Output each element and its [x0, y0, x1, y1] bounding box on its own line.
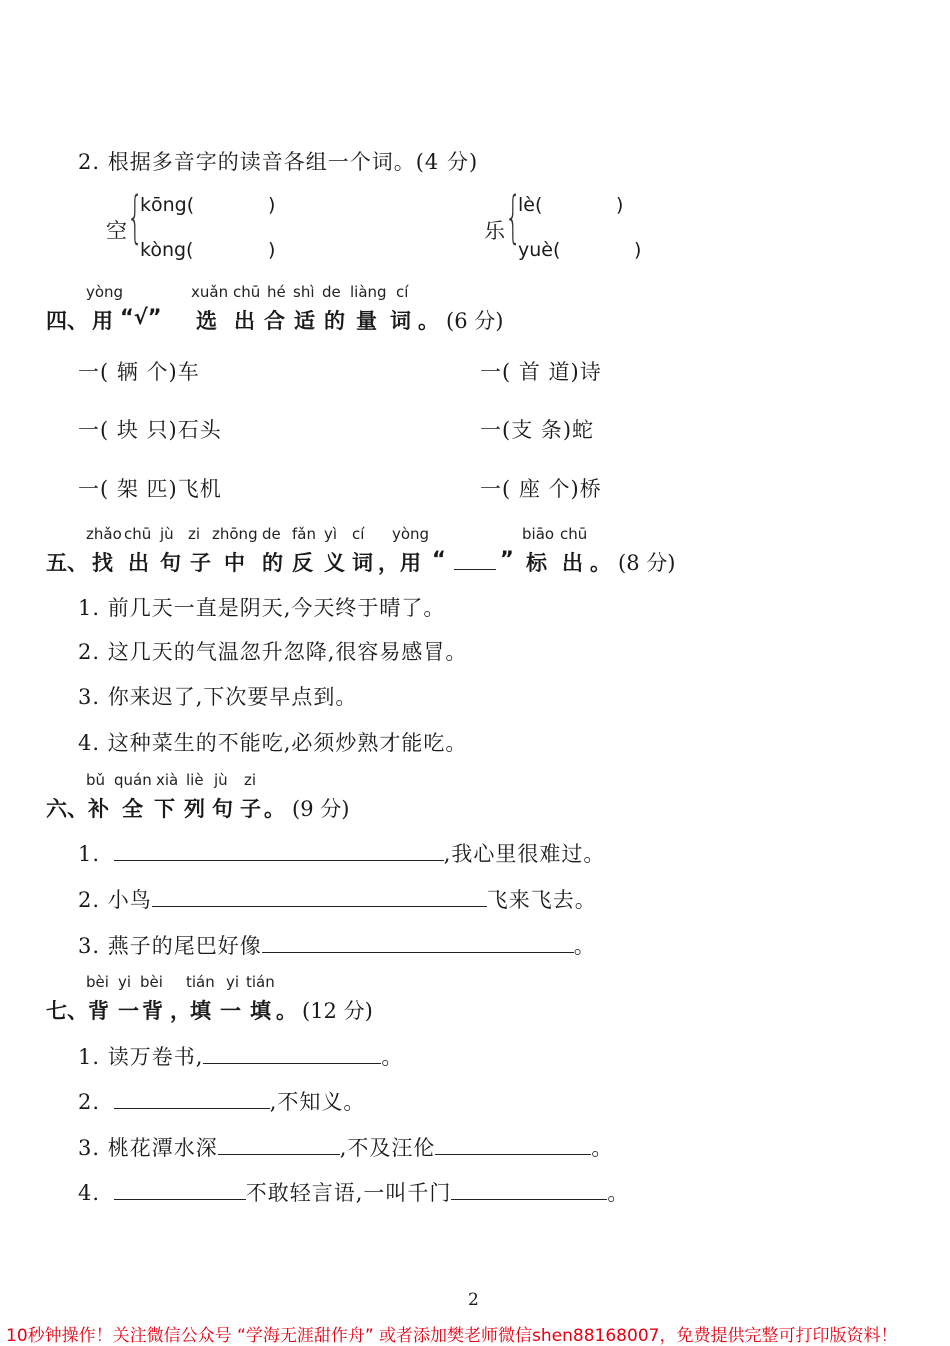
blank-line: [114, 842, 444, 861]
section5-heading: 五、 找 出 句 子 中 的 反 义 词 ， 用 “ ” 标 出 。 (8 分): [46, 547, 676, 575]
blank-line: [218, 1136, 340, 1155]
complete-sentence-1: 1. ,我心里很难过。: [78, 842, 606, 866]
polyphone-char-le: 乐: [484, 219, 506, 243]
polyphone-char-kong: 空: [106, 219, 128, 243]
pinyin-kong4: kòng(: [140, 239, 194, 261]
measure-item: 一(支 条)蛇: [480, 418, 595, 442]
blank-line: [203, 1045, 381, 1064]
paren-close: ): [634, 239, 642, 261]
recite-item-3: 3. 桃花潭水深 ,不及汪伦 。: [78, 1136, 614, 1160]
antonym-sentence-3: 3. 你来迟了,下次要早点到。: [78, 685, 358, 709]
blank-line: [114, 1181, 246, 1200]
section4-heading: 四、 用 “√” 选 出 合 适 的 量 词 。 (6 分): [46, 305, 504, 333]
section6-pinyin: bǔ quán xià liè jù zi: [86, 771, 257, 789]
antonym-sentence-2: 2. 这几天的气温忽升忽降,很容易感冒。: [78, 640, 468, 664]
paren-close: ): [616, 194, 624, 216]
section7-pinyin: bèi yi bèi tián yi tián: [86, 973, 275, 991]
brace-icon: {: [127, 185, 144, 250]
section5-pinyin: zhǎo chū jù zi zhōng de fǎn yì cí yòng biāo chū: [86, 525, 588, 543]
measure-item: 一( 首 道)诗: [480, 360, 602, 384]
measure-item: 一( 辆 个)车: [78, 360, 200, 384]
antonym-sentence-4: 4. 这种菜生的不能吃,必须炒熟才能吃。: [78, 731, 468, 755]
paren-close: ): [268, 239, 276, 261]
footer-banner: 10秒钟操作！关注微信公众号 “学海无涯甜作舟” 或者添加樊老师微信shen88168007，免费提供完整可打印版资料！: [6, 1326, 898, 1346]
antonym-sentence-1: 1. 前几天一直是阴天,今天终于晴了。: [78, 596, 446, 620]
blank-line: [262, 934, 574, 953]
blank-line: [451, 1181, 607, 1200]
page-number: 2: [468, 1290, 479, 1310]
measure-item: 一( 块 只)石头: [78, 418, 222, 442]
complete-sentence-3: 3. 燕子的尾巴好像 。: [78, 934, 596, 958]
pinyin-kong1: kōng(: [140, 194, 195, 216]
q2-title: 2. 根据多音字的读音各组一个词。(4 分): [78, 150, 479, 174]
brace-icon: {: [505, 185, 522, 250]
blank-line: [152, 888, 487, 907]
measure-item: 一( 座 个)桥: [480, 477, 602, 501]
complete-sentence-2: 2. 小鸟 飞来飞去。: [78, 888, 597, 912]
measure-item: 一( 架 匹)飞机: [78, 477, 222, 501]
recite-item-4: 4. 不敢轻言语,一叫千门 。: [78, 1181, 630, 1205]
section7-heading: 七、 背 一 背 ， 填 一 填 。 (12 分): [46, 999, 373, 1023]
recite-item-1: 1. 读万卷书, 。: [78, 1045, 404, 1069]
pinyin-le: lè(: [518, 194, 543, 216]
pinyin-yue: yuè(: [518, 239, 561, 261]
section4-pinyin: yòng xuǎn chū hé shì de liàng cí: [86, 283, 409, 301]
blank-line: [114, 1090, 270, 1109]
section6-heading: 六、 补 全 下 列 句 子 。 (9 分): [46, 797, 350, 821]
paren-close: ): [268, 194, 276, 216]
recite-item-2: 2. ,不知义。: [78, 1090, 366, 1114]
blank-line: [435, 1136, 591, 1155]
underline-blank: [454, 551, 496, 570]
